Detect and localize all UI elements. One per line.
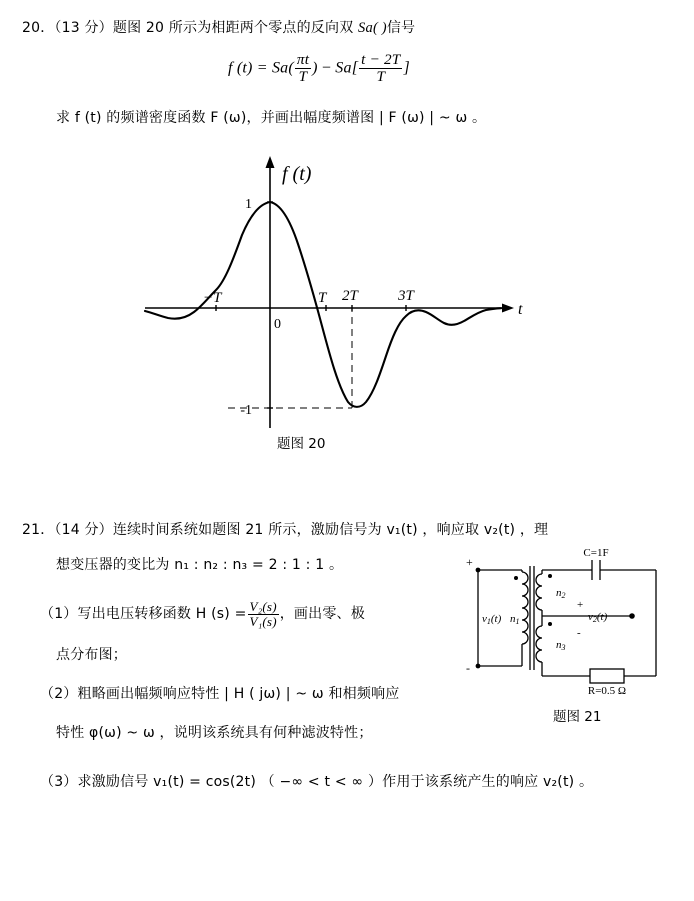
problem20-equation xyxy=(228,52,410,86)
figure-20-ylabel: f (t) xyxy=(282,163,312,185)
problem20-stem-suffix: 信号 xyxy=(386,20,416,36)
equation-frac2-num: t − 2T xyxy=(361,51,401,68)
equation-frac1-den: T xyxy=(295,68,311,85)
circuit-coil2-label: n2 xyxy=(556,587,566,600)
equation-term1: Sa( xyxy=(271,59,294,77)
item-1-frac xyxy=(248,600,279,629)
equation-frac2 xyxy=(359,52,402,86)
equation-term2: Sa[ xyxy=(335,59,359,77)
circuit-source-label: v1(t) xyxy=(482,613,502,626)
circuit-minus-right: - xyxy=(577,627,581,639)
figure-20-tick-2T: 2T xyxy=(342,288,358,304)
equation-term2-close: ] xyxy=(403,59,410,77)
equation-lhs: f (t) = xyxy=(228,59,268,77)
figure-20-svg xyxy=(120,150,540,450)
circuit-minus-left: - xyxy=(466,661,470,675)
equation-term1-close: ) xyxy=(312,59,318,77)
circuit-cap-label: C=1F xyxy=(583,548,609,559)
problem20-stem-sa: Sa( ) xyxy=(358,20,387,36)
problem21-item-2 xyxy=(40,684,399,706)
item-1-text-c: 点分布图； xyxy=(56,647,127,663)
figure-21 xyxy=(464,548,674,708)
figure-20-xlabel: t xyxy=(518,301,523,318)
equation-frac1 xyxy=(295,52,311,86)
item-1-text-a: 写出电压转移函数 H (s) = xyxy=(77,605,247,622)
problem21-item-3 xyxy=(40,772,593,794)
figure-20-caption: 题图 20 xyxy=(277,436,326,452)
circuit-plus-left: + xyxy=(466,555,473,569)
circuit-plus-right: + xyxy=(577,599,584,611)
circuit-coil1-label: n1 xyxy=(510,613,520,626)
figure-20-tick-T: T xyxy=(318,290,327,306)
item-2-text-a: 粗略画出幅频响应特性 | H ( jω) | ~ ω 和相频响应 xyxy=(77,686,400,702)
circuit-coil3-label: n3 xyxy=(556,639,566,652)
problem21-stem-line2: 想变压器的变比为 n₁ : n₂ : n₃ = 2 : 1 : 1 。 xyxy=(56,557,344,573)
problem20-request: 求 f (t) 的频谱密度函数 F (ω)，并画出幅度频谱图 | F (ω) | ~ ω 。 xyxy=(56,110,487,126)
item-1-text-b: ，画出零、极 xyxy=(279,605,365,622)
figure-20-tick-3T: 3T xyxy=(398,288,414,304)
circuit-output-label: v2(t) xyxy=(588,611,608,624)
problem20-stem-prefix: 20．（13 分）题图 20 所示为相距两个零点的反向双 xyxy=(22,20,359,36)
figure-20-origin: 0 xyxy=(274,317,281,332)
item-1-frac-num: V₂(s) xyxy=(249,599,277,614)
figure-20-tick-negT: −T xyxy=(203,290,222,306)
item-2-text-b: 特性 φ(ω) ~ ω ，说明该系统具有何种滤波特性； xyxy=(56,725,373,741)
figure-20-ytick-pos: 1 xyxy=(245,197,252,212)
circuit-res-label: R=0.5 Ω xyxy=(587,685,627,697)
problem21-stem-line1: 21．（14 分）连续时间系统如题图 21 所示，激励信号为 v₁(t) ，响应取 v₂(t) ，理 xyxy=(22,522,549,538)
item-1-frac-den: V₁(s) xyxy=(249,614,277,630)
equation-frac2-den: T xyxy=(359,68,402,85)
item-1-label: （1） xyxy=(40,605,78,622)
problem21-item-1 xyxy=(40,600,365,629)
figure-21-svg xyxy=(464,548,674,708)
equation-frac1-num: πt xyxy=(296,51,310,68)
item-2-label: （2） xyxy=(40,686,78,702)
figure-21-caption: 题图 21 xyxy=(553,709,602,725)
equation-minus: − xyxy=(321,59,332,77)
item-3-label: （3） xyxy=(40,774,78,790)
item-3-text-a: 求激励信号 v₁(t) = cos(2t) （ −∞ < t < ∞ ）作用于该系统产生的响应 v₂(t) 。 xyxy=(77,774,594,790)
figure-20 xyxy=(120,150,540,450)
problem20-stem xyxy=(22,18,415,40)
figure-20-ytick-neg: -1 xyxy=(240,403,252,418)
